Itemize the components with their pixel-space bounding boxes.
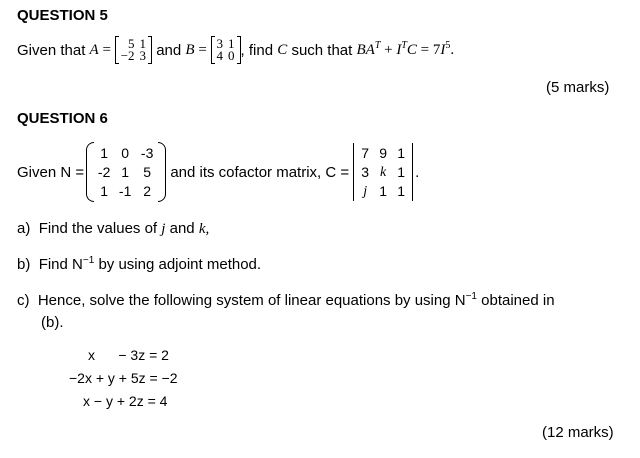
part-b-label: b) xyxy=(17,256,31,273)
question-6-heading: QUESTION 6 xyxy=(17,110,108,127)
matrix-cell: -3 xyxy=(140,144,154,161)
matrix-cell: 0 xyxy=(228,48,235,63)
question-6-marks: (12 marks) xyxy=(542,424,614,441)
part-b: b) Find $N^{-1}$ by using adjoint method. xyxy=(17,255,262,273)
matrix-cell: -1 xyxy=(118,182,132,199)
part-a-k: k, xyxy=(198,221,210,237)
part-a-text: Find the values of xyxy=(38,220,158,237)
matrix-cell: 7 xyxy=(361,144,370,161)
q6-given-text: Given xyxy=(17,163,57,181)
part-c: c) Hence, solve the following system of linear equations by using $N^{-1}$ obtained in xyxy=(17,291,555,309)
part-c-text-2: obtained in xyxy=(481,292,555,309)
matrix-c-name: C xyxy=(325,163,337,181)
matrix-cell: 1 xyxy=(379,182,388,199)
matrix-c-name: C xyxy=(277,41,288,58)
matrix-cell: 1 xyxy=(397,163,406,180)
equation-1: x − 3z = 2 xyxy=(88,347,169,363)
part-a xyxy=(17,220,209,238)
matrix-b-name: B xyxy=(185,41,195,58)
matrix-b xyxy=(211,36,241,64)
matrix-cell: 2 xyxy=(143,182,152,199)
q5-given-text: Given that xyxy=(17,41,86,59)
matrix-cell: 1 xyxy=(397,144,406,161)
question-6-statement: Given N = 1 0 -3 -2 1 5 1 -1 2 and its cofactor matrix, C = 7 9 1 3 k 1 j 1 1 . xyxy=(17,142,419,202)
part-c-text: Hence, solve the following system of linear equations by using xyxy=(37,292,451,309)
part-b-text: Find xyxy=(38,256,68,273)
part-a-label: a) xyxy=(17,220,31,237)
matrix-cell: −2 xyxy=(120,48,135,63)
equation-2: −2x + y + 5z = −2 xyxy=(69,370,178,386)
part-c-line-2: (b). xyxy=(41,314,64,331)
matrix-n-name: N xyxy=(60,163,72,181)
matrix-cell: 3 xyxy=(216,36,224,51)
matrix-n xyxy=(86,142,166,202)
part-a-j: j xyxy=(161,221,166,237)
matrix-cell: 1 xyxy=(397,182,406,199)
matrix-c xyxy=(351,143,415,201)
equation-3: x − y + 2z = 4 xyxy=(83,393,168,409)
matrix-cell: 3 xyxy=(139,48,147,63)
matrix-cell: 1 xyxy=(100,144,109,161)
matrix-cell: 4 xyxy=(216,48,224,63)
matrix-cell: 5 xyxy=(128,36,135,51)
matrix-cell: 1 xyxy=(121,163,130,180)
q6-cofactor-text: and its cofactor matrix, xyxy=(170,163,322,181)
matrix-cell: 1 xyxy=(139,36,147,51)
matrix-cell: 1 xyxy=(228,36,235,51)
matrix-a-name: A xyxy=(89,41,99,58)
matrix-cell: 1 xyxy=(100,182,109,199)
part-c-label: c) xyxy=(17,292,30,309)
part-a-and: and xyxy=(169,220,195,237)
matrix-cell: 5 xyxy=(143,163,152,180)
question-5-heading: QUESTION 5 xyxy=(17,7,108,24)
matrix-a xyxy=(115,36,152,64)
q5-and-text: and xyxy=(156,41,182,59)
q5-equation: $BA^T + I^TC = 7I^5$. xyxy=(356,39,455,58)
part-b-text-2: by using adjoint method. xyxy=(98,256,262,273)
matrix-cell: 0 xyxy=(121,144,130,161)
matrix-cell: 3 xyxy=(361,163,370,180)
question-5-marks: (5 marks) xyxy=(546,79,610,96)
q5-such-that-text: such that xyxy=(291,41,353,59)
matrix-cell: k xyxy=(380,164,387,180)
question-5-statement: Given that A = 5 1 −2 3 and B = 3 1 4 0 , find C such that $BA^T + I^TC = 7I^5$. xyxy=(17,36,455,63)
matrix-cell: j xyxy=(363,183,368,199)
matrix-cell: 9 xyxy=(379,144,388,161)
matrix-cell: -2 xyxy=(97,163,111,180)
q5-find-text: , find xyxy=(240,41,274,59)
